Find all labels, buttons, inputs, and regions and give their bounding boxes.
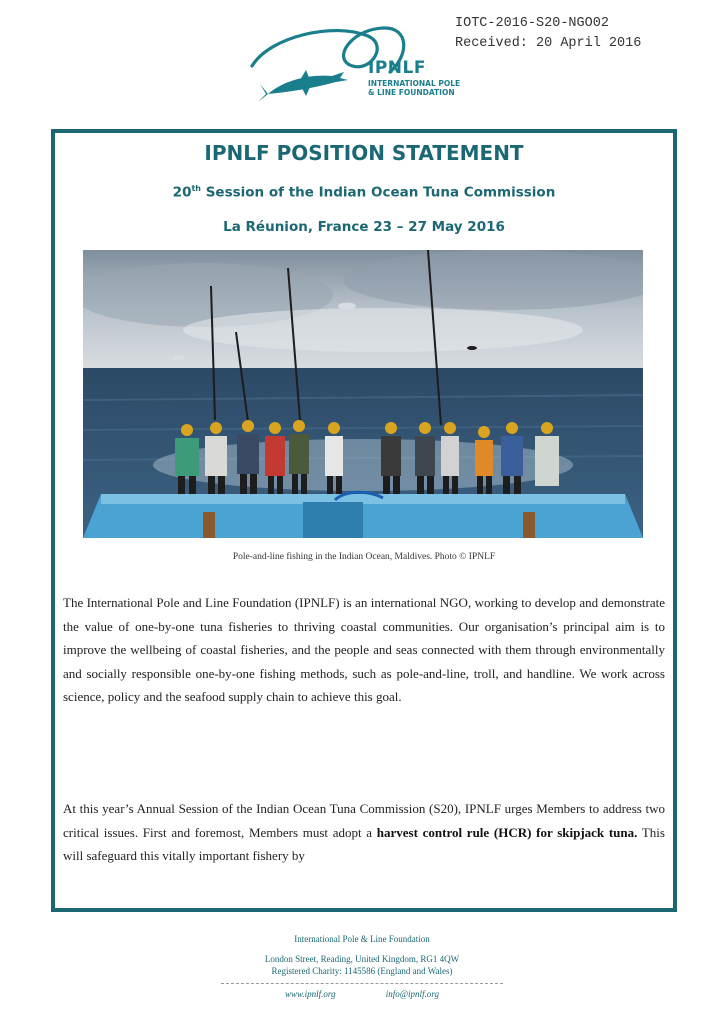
document-title: IPNLF POSITION STATEMENT	[204, 141, 524, 165]
reference-code: IOTC-2016-S20-NGO02	[455, 16, 609, 31]
session-name: Session of the Indian Ocean Tuna Commission	[201, 184, 556, 201]
footer-address: London Street, Reading, United Kingdom, RG1 4QW	[264, 954, 460, 964]
session-location-date: La Réunion, France 23 – 27 May 2016	[223, 219, 505, 235]
photo-caption: Pole-and-line fishing in the Indian Ocean, Maldives. Photo © IPNLF	[232, 552, 496, 562]
document-reference	[455, 14, 641, 54]
session-suffix: th	[191, 184, 201, 193]
fishing-photo	[83, 250, 643, 538]
urge-text-end: This will safeguard this vitally important fishery by	[63, 824, 665, 864]
logo-subtitle-line-2: & LINE FOUNDATION	[368, 88, 455, 97]
footer-address-block	[0, 953, 724, 977]
urge-paragraph	[63, 797, 665, 868]
logo-subtitle	[368, 79, 460, 97]
hcr-emphasis: harvest control rule (HCR) for skipjack tuna.	[376, 824, 638, 840]
received-date: Received: 20 April 2016	[455, 36, 642, 51]
website-link[interactable]: www.ipnlf.org	[285, 989, 336, 999]
logo-wordmark: IPNLF	[368, 58, 426, 78]
footer-divider	[221, 983, 503, 984]
intro-paragraph: The International Pole and Line Foundation (IPNLF) is an international NGO, working to develop and demonstrate the value of one-by-one tuna fisheries to thriving coastal communities. Our organisation’s principal aim is to improve the wellbeing of coastal fisheries, and the people and seas connected with them through environmentally and socially responsible one-by-one fishing methods, such as pole-and-line, troll, and handline. We work across science, policy and the seafood supply chain to achieve this goal.	[63, 595, 665, 705]
footer-charity: Registered Charity: 1145586 (England and Wales)	[271, 966, 453, 976]
footer-contacts	[0, 989, 724, 999]
email-link[interactable]: info@ipnlf.org	[385, 989, 439, 999]
urge-text-start: At this year’s Annual Session of the Indian Ocean Tuna Commission (S20), IPNLF urges Members to address two critical issues. First and foremost, Members must adopt a	[63, 801, 665, 840]
footer-organisation: International Pole & Line Foundation	[294, 934, 430, 944]
logo-subtitle-line-1: INTERNATIONAL POLE	[368, 79, 461, 88]
session-number: 20	[172, 184, 192, 201]
statement-frame	[51, 129, 677, 912]
session-subtitle	[55, 184, 673, 201]
